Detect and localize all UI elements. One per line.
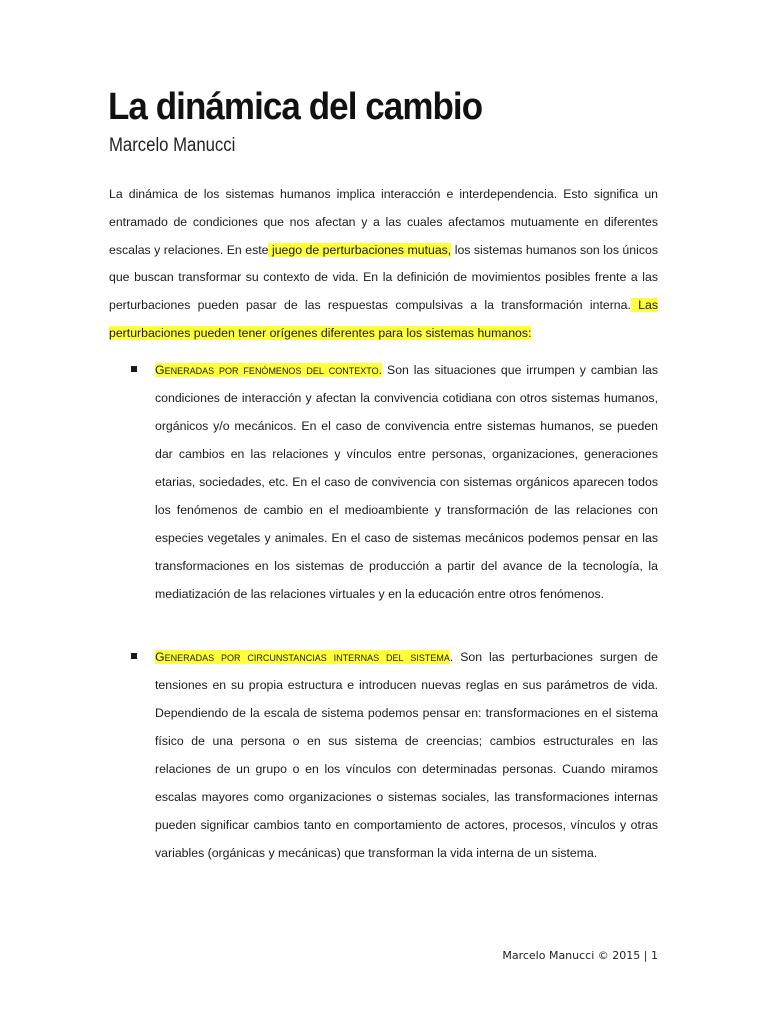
intro-highlight-2: Las perturbaciones pueden tener orígenes diferentes para los sistemas humanos: (109, 298, 658, 340)
list-item (155, 356, 658, 608)
bullet-text: Son las situaciones que irrumpen y cambian las condiciones de interacción y afectan la convivencia cotidiana con otros sistemas humanos, orgánicos y/o mecánicos. En el caso de convivencia entre sistemas humanos, se pueden dar cambios en las relaciones y vínculos entre personas, organizaciones, generaciones etarias, sociedades, etc. En el caso de convivencia con sistemas orgánicos aparecen todos los fenómenos de cambio en el medioambiente y transformación de las relaciones con especies vegetales y animales. En el caso de sistemas mecánicos podemos pensar en las transformaciones en los sistemas de producción a partir del avance de la tecnología, la mediatización de las relaciones virtuales y en la educación entre otros fenómenos. (155, 363, 658, 601)
document-title: La dinámica del cambio (108, 86, 483, 128)
bullet-heading: Generadas por circunstancias internas del sistema (155, 650, 450, 664)
intro-text-2: los sistemas humanos son los únicos que buscan transformar su contexto de vida. En la definición de movimientos posibles frente a las perturbaciones pueden pasar de las respuestas compulsivas a la transformación interna. (109, 242, 658, 313)
page-footer (502, 949, 658, 962)
intro-paragraph (109, 181, 658, 348)
footer-separator: | (643, 949, 648, 962)
footer-text: Marcelo Manucci © 2015 (502, 949, 641, 962)
square-bullet-icon (131, 653, 137, 659)
intro-highlight-1: juego de perturbaciones mutuas, (268, 242, 452, 257)
page-number: 1 (651, 949, 658, 962)
square-bullet-icon (131, 366, 137, 372)
bullet-heading: Generadas por fenómenos del contexto. (155, 363, 383, 377)
intro-text-1: La dinámica de los sistemas humanos implica interacción e interdependencia. Esto significa un entramado de condiciones que nos afectan y a las cuales afectamos mutuamente en diferentes escalas y relaciones. En este (109, 187, 658, 257)
document-author: Marcelo Manucci (109, 135, 236, 156)
bullet-text: . Son las perturbaciones surgen de tensiones en su propia estructura e introducen nuevas reglas en sus parámetros de vida. Dependiendo de la escala de sistema podemos pensar en: transformaciones en el sistema físico de una persona o en sus sistema de creencias; cambios estructurales en las relaciones de un grupo o en los vínculos con determinadas personas. Cuando miramos escalas mayores como organizaciones o sistemas sociales, las transformaciones internas pueden significar cambios tanto en comportamiento de actores, procesos, vínculos y otras variables (orgánicas y mecánicas) que transforman la vida interna de un sistema. (155, 650, 658, 860)
list-item (155, 643, 658, 867)
